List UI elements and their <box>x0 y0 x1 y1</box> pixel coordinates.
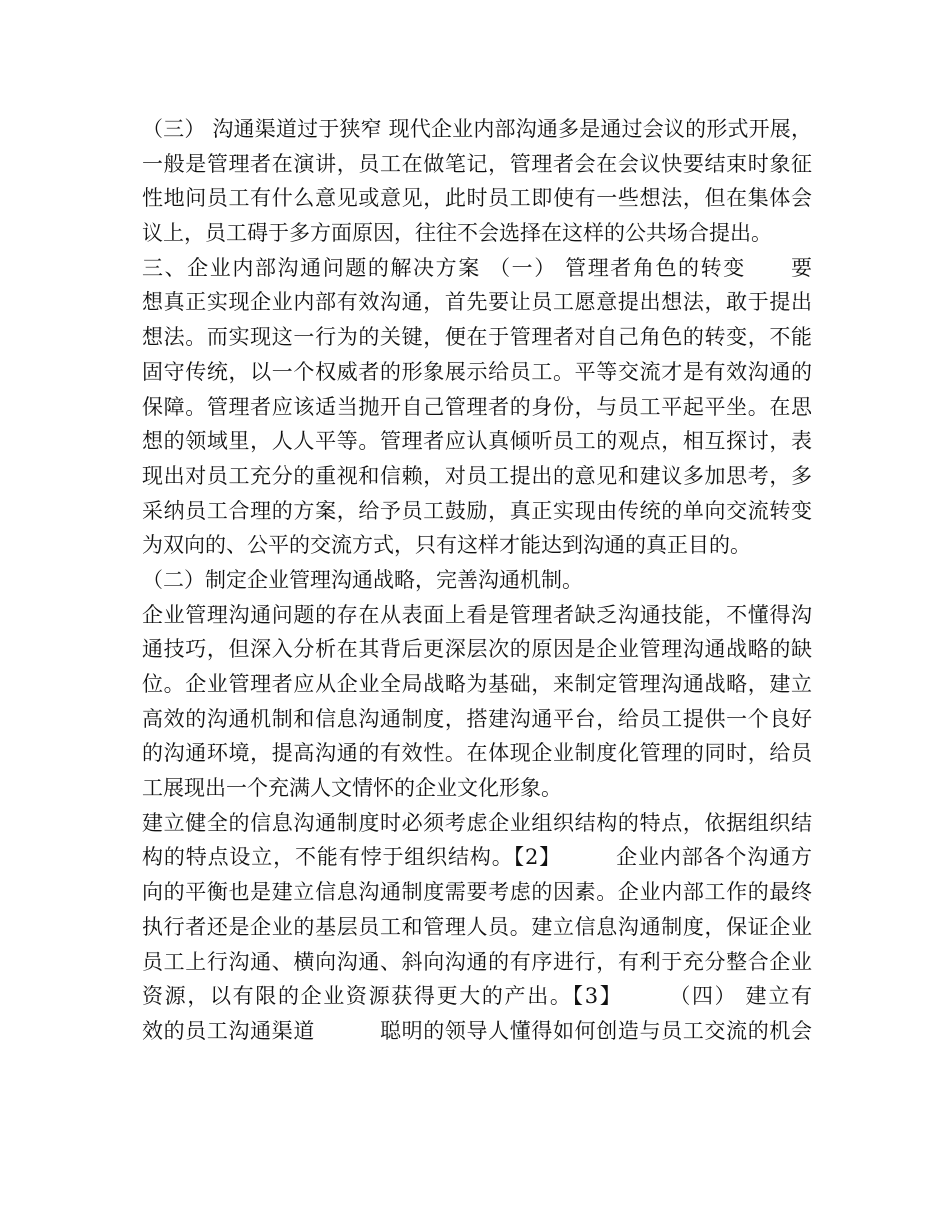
document-page <box>142 112 812 1049</box>
text-line: 高效的沟通机制和信息沟通制度，搭建沟通平台，给员工提供一个良好 <box>142 706 812 731</box>
text-line: 工展现出一个充满人文情怀的企业文化形象。 <box>142 776 562 801</box>
text-line: （二）制定企业管理沟通战略，完善沟通机制。 <box>142 567 583 592</box>
text-line: 员工上行沟通、横向沟通、斜向沟通的有序进行，有利于充分整合企业 <box>142 949 812 974</box>
text-line: 构的特点设立，不能有悖于组织结构。【2】 企业内部各个沟通方 <box>142 845 812 870</box>
text-line: 保障。管理者应该适当抛开自己管理者的身份，与员工平起平坐。在思 <box>142 394 812 419</box>
text-line: 通技巧，但深入分析在其背后更深层次的原因是企业管理沟通战略的缺 <box>142 637 812 662</box>
text-line: 一般是管理者在演讲，员工在做笔记，管理者会在会议快要结束时象征 <box>142 151 812 176</box>
text-line: 执行者还是企业的基层员工和管理人员。建立信息沟通制度，保证企业 <box>142 914 812 939</box>
text-line: 三、企业内部沟通问题的解决方案 （一） 管理者角色的转变 要 <box>142 255 812 280</box>
text-line: 为双向的、公平的交流方式，只有这样才能达到沟通的真正目的。 <box>142 533 751 558</box>
text-line: 想法。而实现这一行为的关键，便在于管理者对自己角色的转变，不能 <box>142 325 812 350</box>
text-line: 的沟通环境，提高沟通的有效性。在体现企业制度化管理的同时，给员 <box>142 741 812 766</box>
text-line: 想的领域里，人人平等。管理者应认真倾听员工的观点，相互探讨，表 <box>142 429 812 454</box>
text-line: 企业管理沟通问题的存在从表面上看是管理者缺乏沟通技能，不懂得沟 <box>142 602 812 627</box>
text-line: 采纳员工合理的方案，给予员工鼓励，真正实现由传统的单向交流转变 <box>142 498 812 523</box>
text-line: 效的员工沟通渠道 聪明的领导人懂得如何创造与员工交流的机会 <box>142 1018 812 1043</box>
text-line: 向的平衡也是建立信息沟通制度需要考虑的因素。企业内部工作的最终 <box>142 880 812 905</box>
text-line: 性地问员工有什么意见或意见，此时员工即使有一些想法，但在集体会 <box>142 186 812 211</box>
text-line: 资源，以有限的企业资源获得更大的产出。【3】 （四） 建立有 <box>142 984 812 1009</box>
text-line: 议上，员工碍于多方面原因，往往不会选择在这样的公共场合提出。 <box>142 221 772 246</box>
text-line: 建立健全的信息沟通制度时必须考虑企业组织结构的特点，依据组织结 <box>142 810 812 835</box>
text-line: 想真正实现企业内部有效沟通，首先要让员工愿意提出想法，敢于提出 <box>142 290 812 315</box>
text-line: （三） 沟通渠道过于狭窄 现代企业内部沟通多是通过会议的形式开展， <box>142 117 812 141</box>
text-line: 现出对员工充分的重视和信赖，对员工提出的意见和建议多加思考，多 <box>142 463 812 488</box>
text-line: 固守传统，以一个权威者的形象展示给员工。平等交流才是有效沟通的 <box>142 359 812 384</box>
text-line: 位。企业管理者应从企业全局战略为基础，来制定管理沟通战略，建立 <box>142 672 812 696</box>
